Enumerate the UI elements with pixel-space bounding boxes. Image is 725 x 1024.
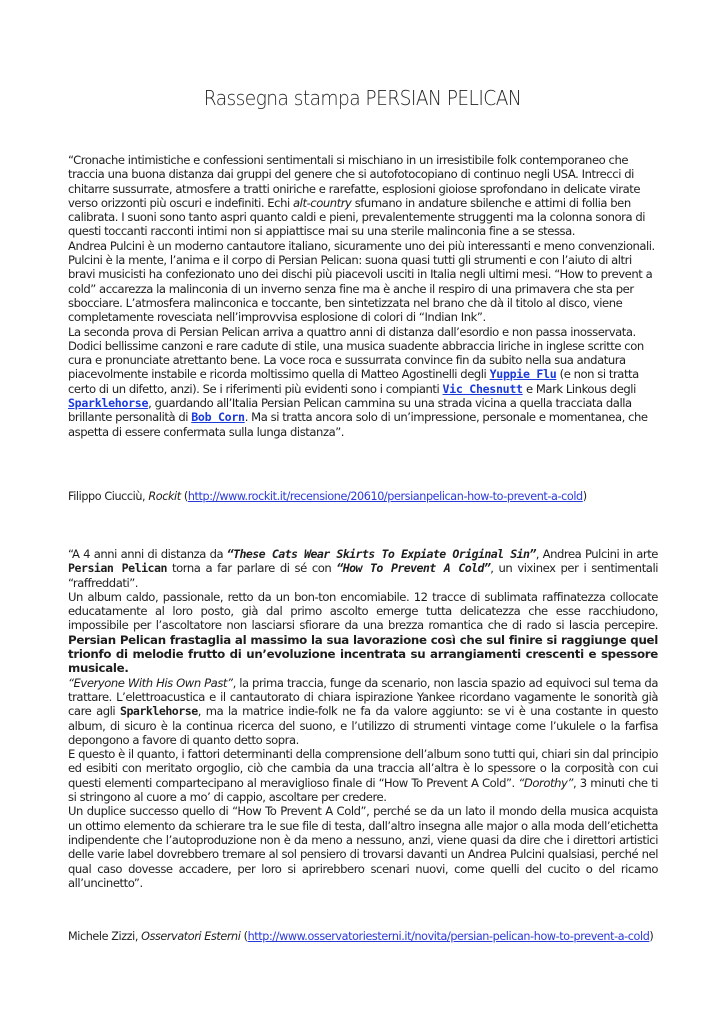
track-title: “Dorothy”: [518, 775, 573, 790]
review-paragraph: [68, 676, 658, 747]
sparklehorse-link[interactable]: Sparklehorse: [68, 396, 149, 411]
text-segment: , 3 minuti che ti si stringono al cuore a mo’ di cappio, ascoltare per credere.: [68, 775, 658, 805]
text-segment: E questo è il quanto, i fattori determinanti della comprensione dell’album sono tutti qui, chiari sin dal principio ed esibiti con meritato orgoglio, ciò che cambia da una traccia all’altra è lo spessore o la corposità con cui questi elementi compartecipano al meraviglioso finale di “How To Prevent A Cold”.: [68, 747, 658, 790]
yuppie-flu-link[interactable]: Yuppie Flu: [489, 367, 557, 382]
review-osservatori-esterni: [68, 547, 658, 890]
review-paragraph: [68, 747, 658, 804]
review-paragraph: [68, 325, 658, 439]
track-title: “Everyone With His Own Past”: [68, 675, 233, 690]
review-rockit: [68, 153, 658, 439]
text-segment: . Ma si tratta ancora solo di un’impressione, personale e momentanea, che aspetta di essere confermata sulla lunga distanza”.: [68, 410, 648, 439]
text-segment: “Cronache intimistiche e confessioni sentimentali si mischiano in un irresistibile folk contemporaneo che traccia una buona distanza dai gruppi del genere che si autofotocopiano di continuo negli USA. Intrecci di chitarre sussurrate, atmosfere a tratti oniriche e rarefatte, esplosioni gioiose sprofondano in delicate virate verso orizzonti più oscuri e indefiniti. Echi: [68, 153, 641, 210]
review-paragraph: [68, 547, 658, 590]
page-title: Rassegna stampa PERSIAN PELICAN: [203, 86, 522, 110]
vic-chesnutt-link[interactable]: Vic Chesnutt: [442, 381, 523, 396]
credit-paren: ): [649, 930, 654, 943]
text-segment: (e non si tratta certo di un difetto, anzi). Se i riferimenti più evidenti sono i compianti: [68, 367, 639, 396]
rockit-url-link[interactable]: http://www.rockit.it/recensione/20610/persianpelican-how-to-prevent-a-cold: [187, 490, 583, 503]
review-paragraph: [68, 590, 658, 676]
credit-paren: ): [582, 490, 587, 503]
credit-author: Filippo Ciucciù,: [68, 490, 149, 503]
text-segment: , guardando all’Italia Persian Pelican cammina su una strada vicina a quella tracciata dalla brillante personalità di: [68, 396, 632, 425]
review-paragraph: [68, 153, 658, 239]
review-paragraph: Andrea Pulcini è un moderno cantautore italiano, sicuramente uno dei più interessanti e meno convenzionali. Pulcini è la mente, l’anima e il corpo di Persian Pelican: suona quasi tutti gli strumenti e con l’aiuto di altri bravi musicisti ha confezionato uno dei dischi più piacevoli usciti in Italia negli ultimi mesi. “How to prevent a cold” accarezza la malinconia di un inverno senza fine ma è anche il respiro di una primavera che sta per sbocciare. L’atmosfera malinconica e toccante, ben sintetizzata nel brano che dà il titolo al disco, viene completamente rovesciata nell’improvvisa esplosione di colori di “Indian Ink”.: [68, 238, 655, 325]
album-title-how-to: “How To Prevent A Cold”: [336, 561, 491, 576]
credit-paren: (: [240, 930, 248, 943]
review-credit-osservatori: [68, 930, 653, 943]
album-title-these-cats: “These Cats Wear Skirts To Expiate Original Sin”: [226, 547, 536, 561]
credit-source: Osservatori Esterni: [141, 930, 241, 943]
alt-country-term: alt-country: [293, 195, 352, 210]
credit-paren: (: [180, 490, 188, 503]
text-segment: La seconda prova di Persian Pelican arriva a quattro anni di distanza dall’esordio e non passa inosservata. Dodici bellissime canzoni e rare cadute di stile, una musica suadente abbraccia liriche in inglese scritte con cura e pronunciate atrettanto bene. La voce roca e sussurrata convince fin da subito nella sua andatura piacevolmente instabile e ricorda moltissimo quella di Matteo Agostinelli degli: [68, 324, 644, 382]
text-segment: “A 4 anni anni di distanza da: [68, 547, 227, 561]
text-segment: e Mark Linkous degli: [522, 381, 636, 396]
osservatori-url-link[interactable]: http://www.osservatoriesterni.it/novita/persian-pelican-how-to-prevent-a-cold: [247, 930, 650, 943]
text-segment: , Andrea Pulcini in arte: [535, 547, 658, 561]
band-name: Sparklehorse: [119, 704, 198, 719]
text-segment: , la prima traccia, funge da scenario, non lascia spazio ad equivoci sul tema da trattare. L’elettroacustica e il cantautorato di chiara ispirazione Yankee ricordano vagamente le sonorità già care agli: [68, 675, 658, 719]
text-segment: , un vixinex per i sentimentali “raffreddati”.: [68, 561, 658, 590]
artist-name: Persian Pelican: [68, 561, 167, 576]
text-segment: Un album caldo, passionale, retto da un bon-ton encomiabile. 12 tracce di sublimata raffinatezza collocate educatamente al loro posto, già dal primo ascolto emerge tutta delicatezza che esse racchiudono, impossibile per l’ascoltatore non lasciarsi sfiorare da una brezza romantica che di rado si lascia percepire.: [68, 589, 658, 633]
credit-author: Michele Zizzi,: [68, 930, 142, 943]
review-paragraph: Un duplice successo quello di “How To Prevent A Cold”, perché se da un lato il mondo della musica acquista un ottimo elemento da schierare tra le sue file di testa, dall’altro insegna alle major o alla moda dell’etichetta indipendente che l’autoproduzione non è da meno a nessuno, anzi, viene quasi da dire che i direttori artistici delle varie label dovrebbero tremare al sol pensiero di trovarsi davanti un Andrea Pulcini qualsiasi, perché nel qual caso dovesse accadere, per loro si aprirebbero scenari nuovi, come quelli del cucito o del ricamo all’uncinetto”.: [68, 804, 658, 890]
highlighted-sentence: Persian Pelican frastaglia al massimo la sua lavorazione così che sul finire si raggiunge quel trionfo di melodie frutto di un’evoluzione incentrata su arrangiamenti crescenti e spessore musicale.: [68, 632, 658, 676]
review-credit-rockit: [68, 490, 587, 503]
credit-source: Rockit: [148, 490, 181, 503]
text-segment: torna a far parlare di sé con: [167, 561, 337, 576]
text-segment: , ma la matrice indie-folk ne fa da valore aggiunto: se vi è una costante in questo album, di sicuro è la continua ricerca del suono, e l’utilizzo di strumenti vintage come l’ukulele o la farfisa depongono a favore di quanto detto sopra.: [68, 704, 659, 747]
text-segment: sfumano in andature sbilenche e attimi di follia ben calibrata. I suoni sono tanto aspri quanto caldi e pieni, prevalentemente struggenti ma la colonna sonora di questi toccanti racconti intimi non si appiattisce mai su una sterile malinconia fine a se stessa.: [68, 195, 646, 239]
bob-corn-link[interactable]: Bob Corn: [191, 410, 245, 425]
